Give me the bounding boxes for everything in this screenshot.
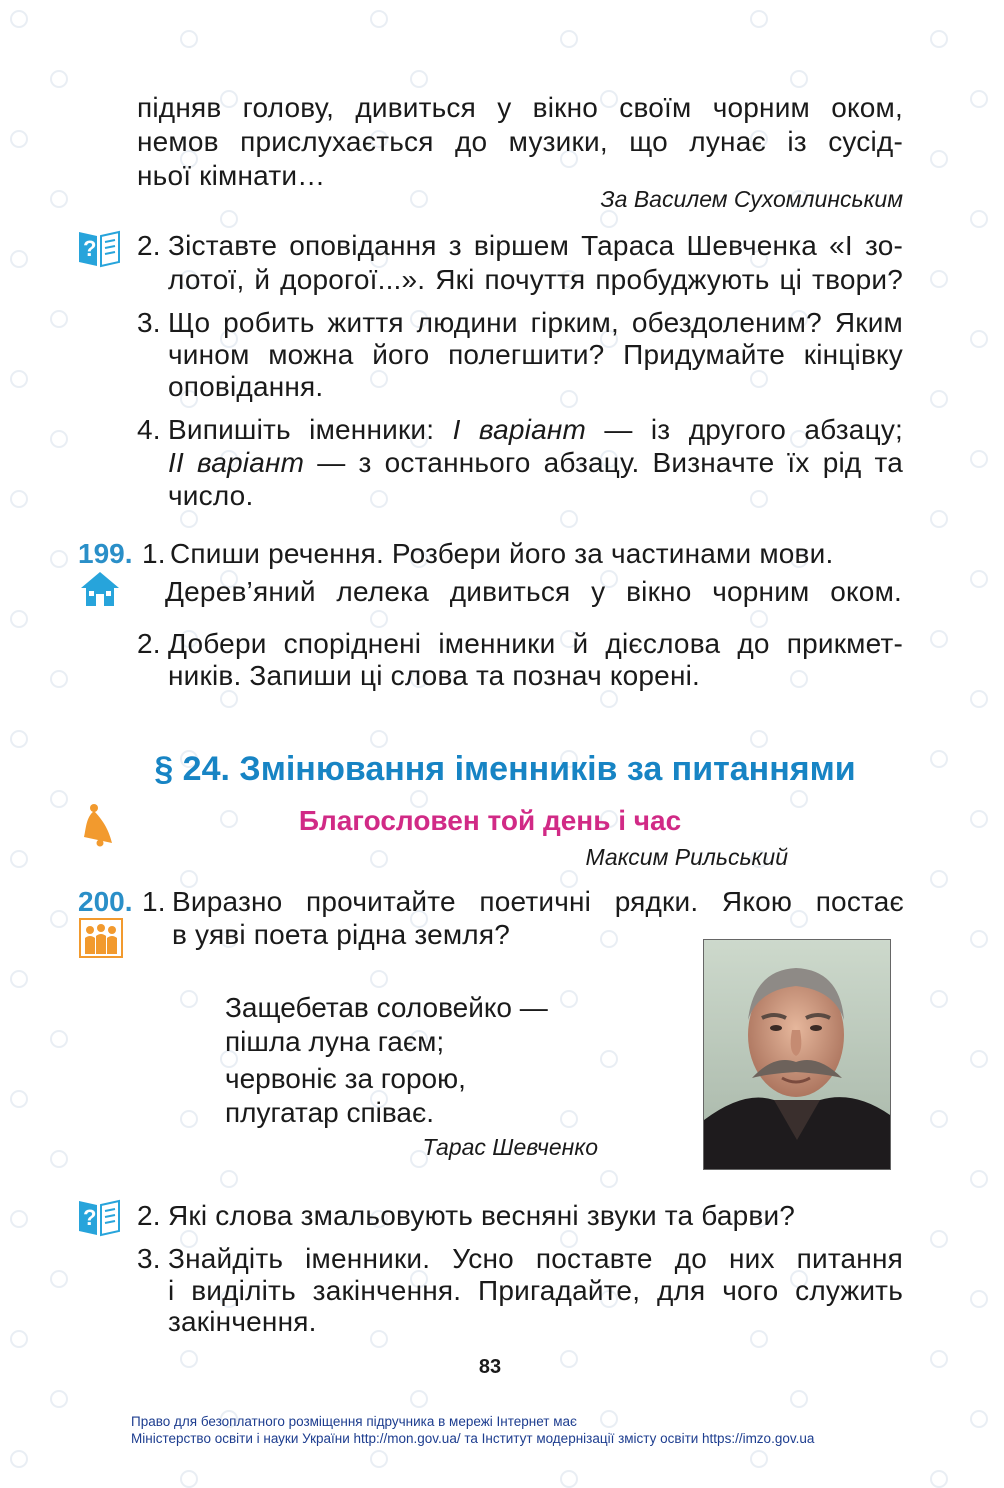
watermark-mark (180, 1350, 198, 1368)
watermark-mark (180, 30, 198, 48)
watermark-mark (970, 930, 988, 948)
story-line-2: немов прислухається до музики, що лунає із сусід- (137, 126, 903, 157)
watermark-mark (10, 850, 28, 868)
task-number: 3. (137, 307, 161, 338)
story-line-3: ньої кімнати… (137, 160, 326, 191)
task-3-line-3: оповідання. (168, 371, 324, 402)
task-4-line-3: число. (168, 480, 254, 511)
watermark-mark (560, 510, 578, 528)
portrait-image (703, 939, 891, 1170)
bell-icon (82, 803, 122, 847)
watermark-mark (50, 670, 68, 688)
watermark-mark (930, 30, 948, 48)
watermark-mark (10, 1450, 28, 1468)
task-4-suffix: — із другого абзацу; (586, 414, 903, 445)
task-number: 1. (142, 886, 166, 917)
watermark-mark (10, 1090, 28, 1108)
ex200-task2: Які слова змальовують весняні звуки та барви? (168, 1200, 796, 1231)
story-line-1: підняв голову, дивиться у вікно своїм чорним оком, (137, 92, 903, 123)
watermark-mark (560, 1350, 578, 1368)
watermark-mark (930, 870, 948, 888)
task-number: 2. (137, 230, 161, 261)
watermark-mark (180, 510, 198, 528)
task-4-prefix: Випишіть іменники: (168, 414, 453, 445)
task-number: 4. (137, 414, 161, 445)
watermark-mark (790, 70, 808, 88)
watermark-mark (180, 990, 198, 1008)
watermark-mark (10, 10, 28, 28)
watermark-mark (930, 630, 948, 648)
watermark-mark (370, 1450, 388, 1468)
question-book-icon (77, 228, 121, 268)
watermark-mark (930, 990, 948, 1008)
watermark-mark (50, 70, 68, 88)
ex200-task3-line-3: закінчення. (168, 1306, 317, 1337)
watermark-mark (220, 1170, 238, 1188)
watermark-mark (50, 1030, 68, 1048)
page-number: 83 (478, 1356, 502, 1378)
task-number: 1. (142, 538, 166, 569)
watermark-mark (930, 1110, 948, 1128)
ex200-task1-line-2: в уяві поета рідна земля? (172, 919, 510, 950)
watermark-mark (970, 330, 988, 348)
watermark-mark (410, 70, 428, 88)
watermark-mark (10, 490, 28, 508)
task-number: 2. (137, 1200, 161, 1231)
task-2-line-1: Зіставте оповідання з віршем Тараса Шевченка «І зо- (168, 230, 903, 261)
watermark-mark (50, 430, 68, 448)
watermark-mark (10, 1210, 28, 1228)
watermark-mark (600, 1050, 618, 1068)
watermark-mark (10, 130, 28, 148)
reading-group-icon (79, 918, 123, 958)
watermark-mark (970, 90, 988, 108)
watermark-mark (180, 1110, 198, 1128)
watermark-mark (370, 730, 388, 748)
watermark-mark (930, 150, 948, 168)
watermark-mark (970, 1170, 988, 1188)
svg-text:?: ? (83, 236, 97, 261)
watermark-mark (930, 1350, 948, 1368)
watermark-mark (370, 10, 388, 28)
epigraph-author: Максим Рильський (585, 844, 788, 870)
ex199-sentence: Дерев’яний лелека дивиться у вікно чорним оком. (165, 576, 902, 607)
watermark-mark (600, 690, 618, 708)
epigraph: Благословен той день і час (298, 805, 682, 836)
question-book-icon (77, 1197, 121, 1237)
watermark-mark (10, 370, 28, 388)
watermark-mark (930, 1470, 948, 1488)
ex200-task3-line-2: і виділіть закінчення. Пригадайте, для чого служить (168, 1275, 903, 1306)
watermark-mark (970, 450, 988, 468)
watermark-mark (970, 1410, 988, 1428)
watermark-mark (10, 970, 28, 988)
task-4-line-2 (168, 447, 903, 479)
ex199-task1: Спиши речення. Розбери його за частинами мови. (170, 538, 834, 569)
watermark-mark (10, 1330, 28, 1348)
watermark-mark (790, 1390, 808, 1408)
ex199-task2-line-1: Добери споріднені іменники й дієслова до прикмет- (168, 628, 903, 659)
variant-1: І варіант (452, 414, 586, 445)
watermark-mark (600, 1170, 618, 1188)
task-2-line-2: лотої, й дорогої...». Які почуття пробуджують ці твори? (168, 264, 903, 295)
watermark-mark (970, 210, 988, 228)
ex200-task3-line-1: Знайдіть іменники. Усно поставте до них питання (168, 1243, 903, 1274)
watermark-mark (10, 730, 28, 748)
watermark-mark (750, 10, 768, 28)
watermark-mark (930, 270, 948, 288)
poem-line-1: Защебетав соловейко — (225, 992, 548, 1023)
watermark-mark (930, 510, 948, 528)
watermark-mark (750, 610, 768, 628)
footer-line-1: Право для безоплатного розміщення підручника в мережі Інтернет має (131, 1414, 577, 1429)
poem-line-3: червоніє за горою, (225, 1063, 466, 1094)
footer-line-2: Міністерство освіти і науки України http://mon.gov.ua/ та Інститут модернізації змісту освіти https://imzo.gov.ua (131, 1431, 815, 1446)
watermark-mark (50, 1390, 68, 1408)
watermark-mark (10, 610, 28, 628)
poem-line-4: плугатар співає. (225, 1097, 435, 1128)
task-number: 3. (137, 1243, 161, 1274)
ex199-task2-line-2: ників. Запиши ці слова та познач корені. (168, 660, 701, 691)
watermark-mark (410, 1390, 428, 1408)
watermark-mark (560, 30, 578, 48)
exercise-199-number: 199. (78, 538, 133, 569)
watermark-mark (50, 190, 68, 208)
task-3-line-2: чином можна його полегшити? Придумайте кінцівку (168, 339, 903, 370)
watermark-mark (50, 790, 68, 808)
watermark-mark (930, 1230, 948, 1248)
ex200-task1-line-1: Виразно прочитайте поетичні рядки. Якою постає (172, 886, 904, 917)
watermark-mark (220, 690, 238, 708)
watermark-mark (970, 690, 988, 708)
watermark-mark (10, 250, 28, 268)
svg-text:?: ? (83, 1205, 97, 1230)
watermark-mark (930, 390, 948, 408)
watermark-mark (370, 610, 388, 628)
home-icon (79, 570, 121, 608)
exercise-200-number: 200. (78, 886, 133, 917)
task-4-line-1 (168, 414, 903, 446)
watermark-mark (750, 1450, 768, 1468)
watermark-mark (750, 730, 768, 748)
watermark-mark (50, 310, 68, 328)
variant-2: ІІ варіант (168, 447, 305, 478)
watermark-mark (370, 850, 388, 868)
poem-author: Тарас Шевченко (422, 1134, 598, 1160)
watermark-mark (50, 1150, 68, 1168)
watermark-mark (930, 750, 948, 768)
watermark-mark (50, 910, 68, 928)
task-number: 2. (137, 628, 161, 659)
watermark-mark (50, 1270, 68, 1288)
task-4-line2-text: — з останнього абзацу. Визначте їх рід та (304, 447, 903, 478)
watermark-mark (50, 550, 68, 568)
watermark-mark (220, 210, 238, 228)
story-attribution: За Василем Сухомлинським (600, 186, 903, 212)
watermark-mark (560, 1470, 578, 1488)
poem-line-2: пішла луна гаєм; (225, 1026, 445, 1057)
watermark-mark (180, 1470, 198, 1488)
watermark-mark (970, 1290, 988, 1308)
watermark-mark (370, 970, 388, 988)
task-3-line-1: Що робить життя людини гірким, обездоленим? Яким (168, 307, 903, 338)
watermark-mark (970, 810, 988, 828)
watermark-mark (560, 990, 578, 1008)
watermark-mark (970, 570, 988, 588)
section-title: § 24. Змінювання іменників за питаннями (154, 750, 856, 788)
watermark-mark (560, 1110, 578, 1128)
watermark-mark (970, 1050, 988, 1068)
